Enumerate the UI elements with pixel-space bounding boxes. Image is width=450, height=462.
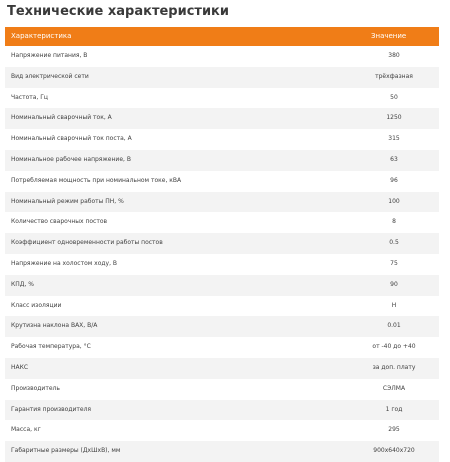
table-row — [5, 108, 439, 129]
characteristic-name: Класс изоляции — [5, 296, 273, 317]
characteristic-name: Вид электрической сети — [5, 67, 273, 88]
characteristic-name: КПД, % — [5, 275, 273, 296]
characteristic-value: 8 — [273, 212, 439, 233]
characteristic-value: 0.5 — [273, 233, 439, 254]
characteristic-name: Количество сварочных постов — [5, 212, 273, 233]
characteristic-value: трёхфазная — [273, 67, 439, 88]
specs-table — [5, 27, 439, 462]
table-row — [5, 358, 439, 379]
characteristic-name: Габаритные размеры (ДхШхВ), мм — [5, 441, 273, 462]
table-row — [5, 254, 439, 275]
characteristic-value: 100 — [273, 192, 439, 213]
characteristic-name: НАКС — [5, 358, 273, 379]
characteristic-name: Масса, кг — [5, 420, 273, 441]
characteristic-value: 1250 — [273, 108, 439, 129]
table-row — [5, 400, 439, 421]
characteristic-name: Напряжение питания, В — [5, 46, 273, 67]
characteristic-value: 1 год — [273, 400, 439, 421]
table-row — [5, 88, 439, 109]
characteristic-value: 380 — [273, 46, 439, 67]
characteristic-name: Гарантия производителя — [5, 400, 273, 421]
characteristic-name: Номинальный сварочный ток, А — [5, 108, 273, 129]
characteristic-name: Потребляемая мощность при номинальном токе, кВА — [5, 171, 273, 192]
characteristic-value: 90 — [273, 275, 439, 296]
characteristic-name: Напряжение на холостом ходу, В — [5, 254, 273, 275]
characteristic-value: 0.01 — [273, 316, 439, 337]
characteristic-value: 50 — [273, 88, 439, 109]
column-header-characteristic: Характеристика — [5, 27, 273, 46]
characteristic-value: 75 — [273, 254, 439, 275]
table-row — [5, 150, 439, 171]
specs-table-header-row — [5, 27, 439, 46]
specs-table-body — [5, 46, 439, 462]
characteristic-name: Номинальное рабочее напряжение, В — [5, 150, 273, 171]
page-title: Технические характеристики — [7, 4, 229, 19]
characteristic-value: за доп. плату — [273, 358, 439, 379]
table-row — [5, 275, 439, 296]
table-row — [5, 212, 439, 233]
characteristic-value: 63 — [273, 150, 439, 171]
characteristic-value: 295 — [273, 420, 439, 441]
table-row — [5, 129, 439, 150]
characteristic-name: Номинальный сварочный ток поста, А — [5, 129, 273, 150]
characteristic-value: H — [273, 296, 439, 317]
table-row — [5, 420, 439, 441]
table-row — [5, 171, 439, 192]
characteristic-value: СЭЛМА — [273, 379, 439, 400]
column-header-value: Значение — [273, 27, 439, 46]
characteristic-name: Рабочая температура, °C — [5, 337, 273, 358]
characteristic-value: 96 — [273, 171, 439, 192]
characteristic-name: Номинальный режим работы ПН, % — [5, 192, 273, 213]
characteristic-value: 315 — [273, 129, 439, 150]
characteristic-name: Коэффициент одновременности работы постов — [5, 233, 273, 254]
table-row — [5, 67, 439, 88]
table-row — [5, 233, 439, 254]
characteristic-name: Производитель — [5, 379, 273, 400]
table-row — [5, 337, 439, 358]
characteristic-value: от -40 до +40 — [273, 337, 439, 358]
table-row — [5, 296, 439, 317]
table-row — [5, 46, 439, 67]
characteristic-name: Частота, Гц — [5, 88, 273, 109]
table-row — [5, 441, 439, 462]
table-row — [5, 379, 439, 400]
characteristic-value: 900х640х720 — [273, 441, 439, 462]
table-row — [5, 192, 439, 213]
table-row — [5, 316, 439, 337]
characteristic-name: Крутизна наклона ВАХ, В/А — [5, 316, 273, 337]
